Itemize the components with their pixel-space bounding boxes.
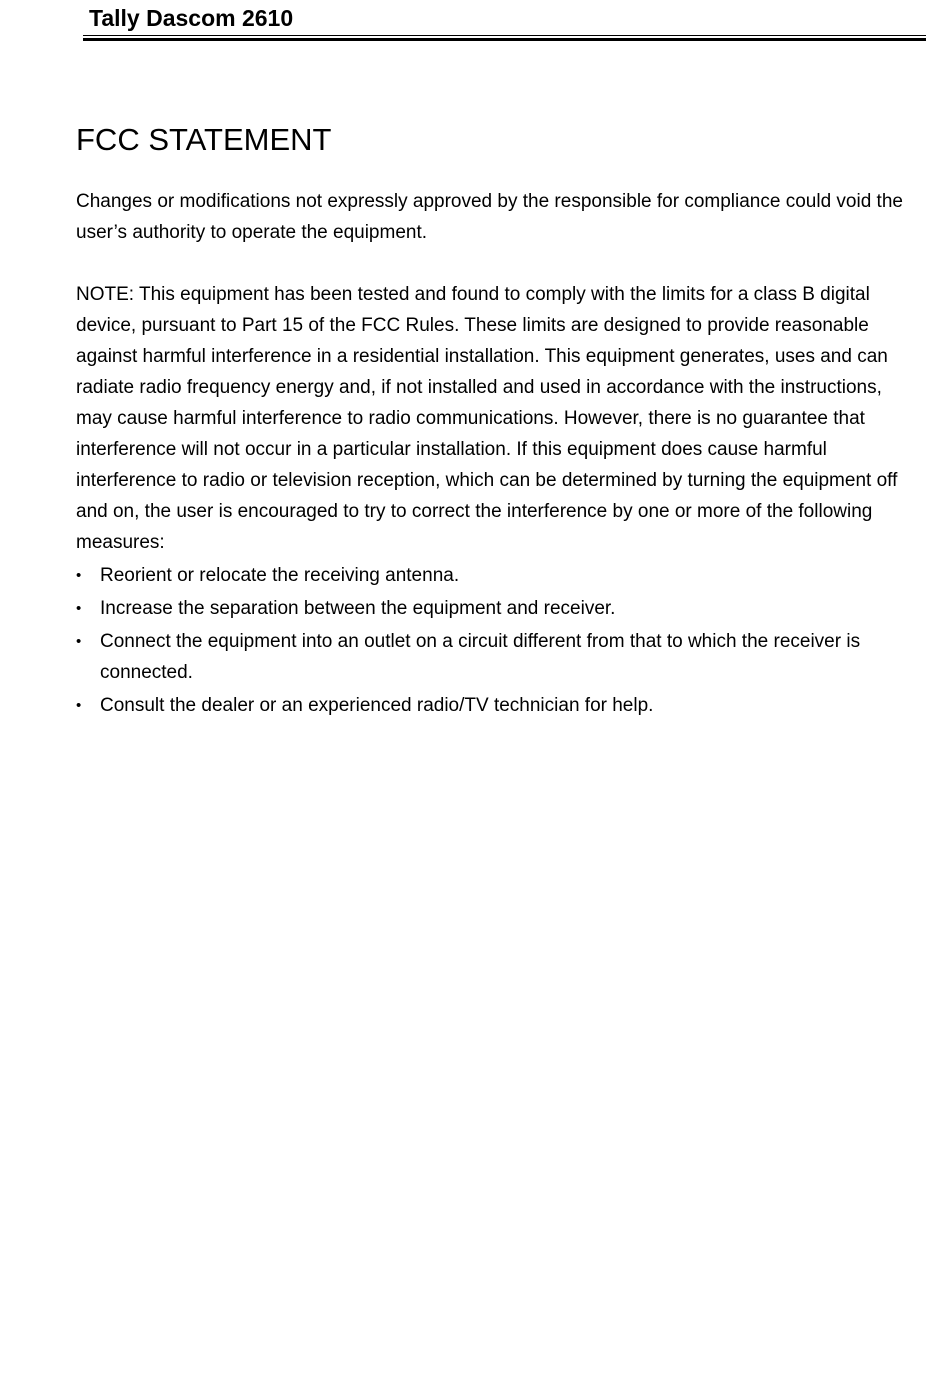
list-item-text: Consult the dealer or an experienced radio/TV technician for help. bbox=[100, 695, 654, 716]
document-body bbox=[76, 118, 916, 721]
paragraph-note: NOTE: This equipment has been tested and found to comply with the limits for a class B digital device, pursuant to Part 15 of the FCC Rules. These limits are designed to provide reasonable against harmful interference in a residential installation. This equipment generates, uses and can radiate radio frequency energy and, if not installed and used in accordance with the instructions, may cause harmful interference to radio communications. However, there is no guarantee that interference will not occur in a particular installation. If this equipment does cause harmful interference to radio or television reception, which can be determined by turning the equipment off and on, the user is encouraged to try to correct the interference by one or more of the following measures: bbox=[76, 284, 898, 553]
bullet-icon: • bbox=[76, 633, 82, 650]
list-item-text: Connect the equipment into an outlet on a circuit different from that to which the receiver is connected. bbox=[100, 631, 861, 683]
list-item bbox=[76, 593, 916, 624]
page-header bbox=[83, 0, 926, 42]
paragraph-changes-warning: Changes or modifications not expressly approved by the responsible for compliance could void the user’s authority to operate the equipment. bbox=[76, 191, 903, 243]
header-title: Tally Dascom 2610 bbox=[89, 5, 294, 31]
bullet-icon: • bbox=[76, 600, 82, 617]
list-item bbox=[76, 626, 916, 688]
list-item bbox=[76, 690, 916, 721]
bullet-icon: • bbox=[76, 697, 82, 714]
header-rule-thin bbox=[83, 35, 926, 36]
measures-list bbox=[76, 560, 916, 721]
list-item-text: Increase the separation between the equipment and receiver. bbox=[100, 598, 616, 619]
list-item bbox=[76, 560, 916, 591]
bullet-icon: • bbox=[76, 567, 82, 584]
section-title: FCC STATEMENT bbox=[76, 122, 332, 157]
list-item-text: Reorient or relocate the receiving antenna. bbox=[100, 565, 460, 586]
header-rule-thick bbox=[83, 38, 926, 41]
